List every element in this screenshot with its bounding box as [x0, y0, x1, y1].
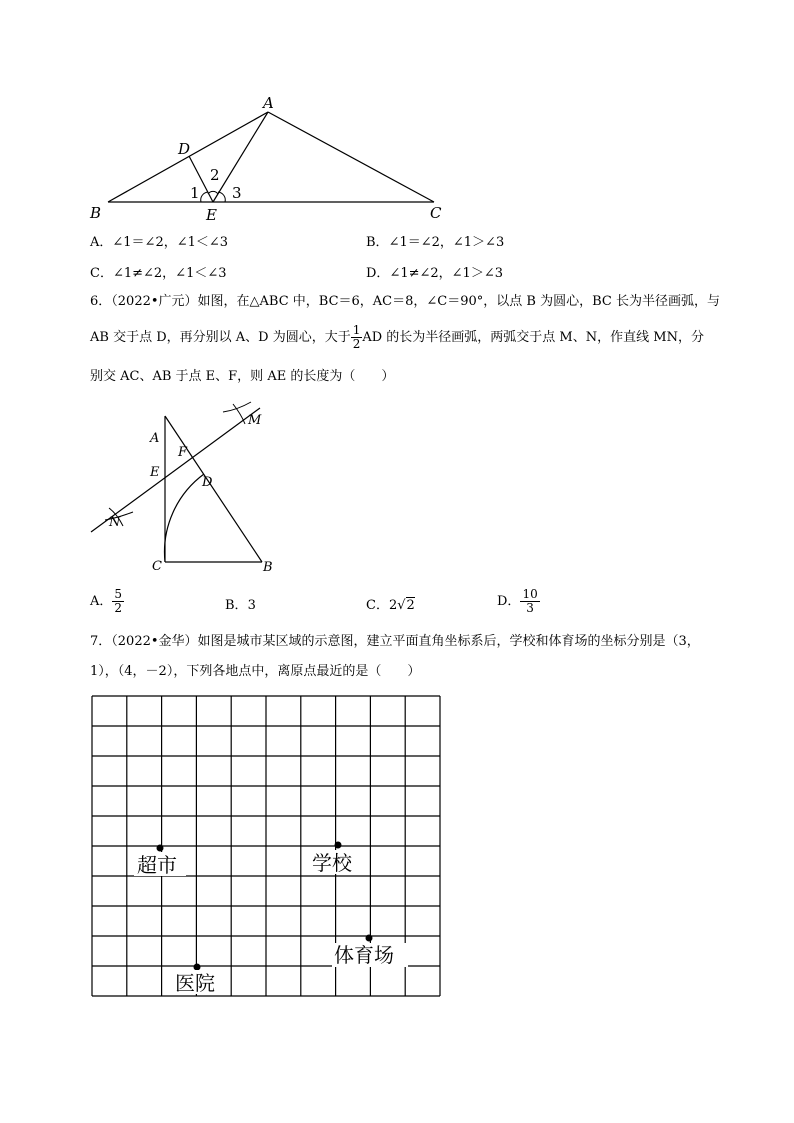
- q6-line-2: [90, 324, 704, 351]
- supermarket-label: 超市: [137, 853, 177, 877]
- q5-option-d[interactable]: [366, 262, 503, 281]
- q5-option-a[interactable]: [90, 231, 228, 250]
- stadium-dot: [366, 935, 373, 942]
- option-letter: D．: [497, 594, 521, 609]
- option-letter: A．: [90, 594, 113, 609]
- option-letter: A．: [90, 235, 113, 250]
- five-halves-fraction: $\frac{5}{2}$: [114, 587, 123, 615]
- angle-2-label: 2: [210, 166, 220, 184]
- label-M: M: [248, 413, 262, 428]
- label-E: E: [206, 206, 217, 224]
- school-dot: [335, 842, 342, 849]
- label-N: N: [109, 515, 121, 530]
- city-map-grid: [90, 694, 444, 1000]
- supermarket-dot: [157, 845, 164, 852]
- label-B: B: [90, 204, 102, 222]
- option-letter: C．: [366, 598, 389, 613]
- label-A: A: [150, 431, 160, 446]
- q5-option-c[interactable]: [90, 262, 227, 281]
- q6-option-d[interactable]: [497, 588, 540, 615]
- q6-option-c[interactable]: [366, 594, 415, 613]
- q6-line-2-post: AD 的长为半径画弧，两弧交于点 M、N，作直线 MN，分: [362, 330, 704, 345]
- angle-1-label: 1: [190, 184, 200, 202]
- label-C: C: [430, 204, 442, 222]
- label-E: E: [150, 465, 160, 480]
- label-D: D: [202, 475, 213, 490]
- label-A: A: [263, 94, 274, 112]
- option-letter: B．: [366, 235, 389, 250]
- q6-option-b[interactable]: [225, 594, 256, 613]
- option-letter: C．: [90, 266, 113, 281]
- q6-line-2-pre: AB 交于点 D，再分别以 A、D 为圆心，大于: [90, 330, 351, 345]
- option-text: ∠1≠∠2，∠1＜∠3: [112, 266, 227, 281]
- option-value: 3: [247, 598, 256, 613]
- label-C: C: [152, 559, 162, 574]
- q7-line-2: 1），（4，－2），下列各地点中，离原点最近的是（ ）: [90, 664, 421, 679]
- option-letter: B．: [225, 598, 248, 613]
- school-label: 学校: [312, 851, 352, 875]
- label-D: D: [178, 140, 191, 158]
- q6-option-a[interactable]: [90, 588, 124, 615]
- q6-line-1: 6．（2022•广元）如图，在△ABC 中，BC＝6，AC＝8，∠C＝90°，以点 B 为圆心，BC 长为半径画弧，与: [90, 294, 720, 309]
- hospital-label: 医院: [175, 971, 215, 995]
- triangle-abc-figure: [80, 88, 460, 228]
- angle-3-label: 3: [232, 184, 242, 202]
- option-coefficient: 2: [388, 598, 398, 613]
- q6-construction-figure: [85, 396, 295, 581]
- stadium-label: 体育场: [334, 943, 394, 967]
- option-text: ∠1≠∠2，∠1＞∠3: [389, 266, 503, 281]
- option-text: ∠1＝∠2，∠1＞∠3: [388, 235, 505, 250]
- label-B: B: [263, 560, 273, 575]
- q6-line-3: 别交 AC、AB 于点 E、F，则 AE 的长度为（ ）: [90, 369, 395, 384]
- one-half-fraction: $\frac{1}{2}$: [352, 323, 361, 351]
- sqrt-symbol: √: [397, 598, 406, 613]
- sqrt-radicand: 2: [406, 598, 415, 613]
- q7-line-1: 7．（2022•金华）如图是城市某区域的示意图，建立平面直角坐标系后，学校和体育场的坐标分别是（3，: [90, 634, 700, 649]
- hospital-dot: [194, 964, 201, 971]
- label-F: F: [178, 445, 188, 460]
- ten-thirds-fraction: $\frac{10}{3}$: [522, 587, 538, 615]
- q5-option-b[interactable]: [366, 231, 504, 250]
- option-text: ∠1＝∠2，∠1＜∠3: [112, 235, 229, 250]
- option-letter: D．: [366, 266, 390, 281]
